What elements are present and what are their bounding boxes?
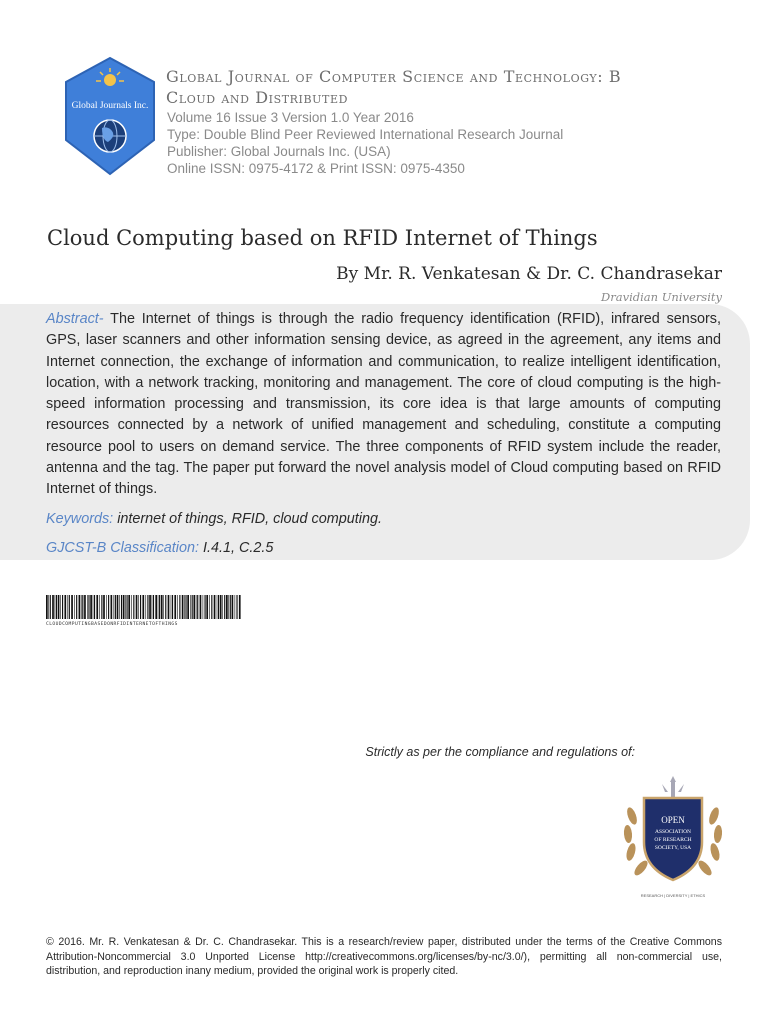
seal-line-1: OPEN bbox=[661, 815, 685, 825]
seal-line-2: ASSOCIATION bbox=[654, 829, 692, 835]
keywords-value: internet of things, RFID, cloud computing. bbox=[117, 511, 382, 527]
classification-value: I.4.1, C.2.5 bbox=[203, 540, 274, 556]
keywords bbox=[46, 509, 726, 529]
author-affiliation: Dravidian University bbox=[601, 290, 722, 304]
globe-icon bbox=[94, 120, 126, 152]
seal-line-4: SOCIETY, USA bbox=[654, 845, 692, 851]
paper-authors: By Mr. R. Venkatesan & Dr. C. Chandrasekar bbox=[336, 264, 722, 284]
paper-title: Cloud Computing based on RFID Internet of Things bbox=[47, 226, 598, 250]
abstract-label: Abstract- bbox=[46, 311, 104, 327]
compliance-note: Strictly as per the compliance and regulations of: bbox=[365, 745, 635, 759]
classification bbox=[46, 538, 726, 558]
journal-type: Type: Double Blind Peer Reviewed International Research Journal bbox=[167, 127, 564, 142]
journal-subtitle: Cloud and Distributed bbox=[166, 88, 349, 107]
seal-motto: RESEARCH | DIVERSITY | ETHICS bbox=[640, 893, 706, 898]
journal-volume: Volume 16 Issue 3 Version 1.0 Year 2016 bbox=[167, 110, 414, 125]
open-association-seal bbox=[618, 776, 728, 900]
barcode-bars bbox=[46, 595, 241, 619]
keywords-label: Keywords: bbox=[46, 511, 114, 527]
license-notice: © 2016. Mr. R. Venkatesan & Dr. C. Chandrasekar. This is a research/review paper, distributed under the terms of the Creative Commons Attribution-Noncommercial 3.0 Unported License http://creativecommons.org/licenses/by-nc/3.0/), permitting all non-commercial use, distribution, and reproduction inany medium, provided the original work is properly cited. bbox=[46, 936, 722, 978]
barcode bbox=[45, 594, 241, 628]
journal-publisher: Publisher: Global Journals Inc. (USA) bbox=[167, 144, 391, 159]
journal-logo bbox=[64, 56, 156, 176]
classification-label: GJCST-B Classification: bbox=[46, 540, 200, 556]
journal-title: Global Journal of Computer Science and Technology: B bbox=[166, 67, 622, 86]
barcode-caption: CLOUDCOMPUTINGBASEDONRFIDINTERNETOFTHINGS bbox=[46, 622, 178, 627]
seal-line-3: OF RESEARCH bbox=[654, 837, 692, 843]
logo-text: Global Journals Inc. bbox=[71, 101, 149, 111]
abstract-text: The Internet of things is through the radio frequency identification (RFID), infrared sensors, GPS, laser scanners and other information sensing device, as agreed in the agreement, any items and Internet connection, the exchange of information and communication, to realize intelligent identification, location, with a network tracking, monitoring and management. The core of cloud computing is the high-speed information processing and transmission, its core idea is that large amounts of computing resources connected by a network of unified management and scheduling, constitute a computing resource pool to users on demand service. The three components of RFID system include the reader, antenna and the tag. The paper put forward the novel analysis model of Cloud computing based on RFID Internet of things. bbox=[46, 311, 721, 498]
abstract bbox=[46, 309, 721, 501]
journal-issn: Online ISSN: 0975-4172 & Print ISSN: 0975-4350 bbox=[167, 161, 465, 176]
